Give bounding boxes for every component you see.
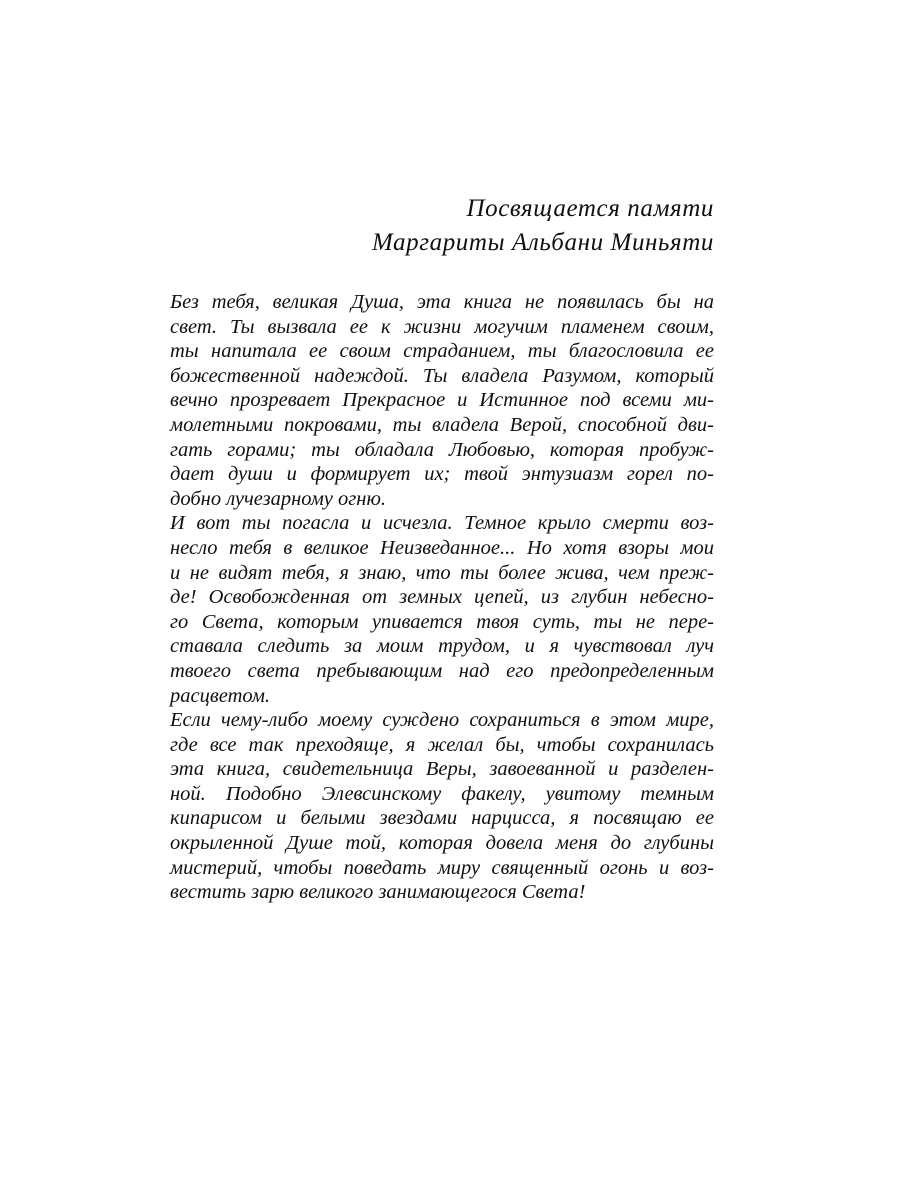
dedication-heading-line: Маргариты Альбани Миньяти <box>371 229 714 256</box>
text-line: Без тебя, великая Душа, эта книга не появилась бы на <box>170 291 714 313</box>
text-line: Если чему-либо моему суждено сохраниться в этом мире, <box>170 709 714 732</box>
dedication-body <box>170 290 714 905</box>
text-line: дает души и формирует их; твой энтузиазм горел по- <box>170 463 714 486</box>
text-line: где все так преходяще, я желал бы, чтобы сохранилась <box>170 733 714 756</box>
dedication-paragraph-2 <box>170 511 714 708</box>
text-line: ной. Подобно Элевсинскому факелу, увитому темным <box>170 782 714 805</box>
dedication-paragraph-1 <box>170 290 714 511</box>
text-line: И вот ты погасла и исчезла. Темное крыло смерти воз- <box>170 512 714 535</box>
text-line: твоего света пребывающим над его предопределенным <box>170 659 714 682</box>
text-line: расцветом. <box>170 684 271 707</box>
dedication-heading-line: Посвящается памяти <box>466 195 714 222</box>
text-line: ставала следить за моим трудом, и я чувствовал луч <box>170 635 714 658</box>
text-line: несло тебя в великое Неизведанное... Но хотя взоры мои <box>170 536 714 559</box>
text-line: де! Освобожденная от земных цепей, из глубин небесно- <box>170 586 714 609</box>
text-line: добно лучезарному огню. <box>170 487 387 510</box>
text-line: эта книга, свидетельница Веры, завоеванной и разделен- <box>170 758 714 781</box>
text-line: вечно прозревает Прекрасное и Истинное под всеми ми- <box>170 389 714 412</box>
text-line: вестить зарю великого занимающегося Света! <box>170 881 586 904</box>
dedication-heading <box>214 192 714 260</box>
text-line: ты напитала ее своим страданием, ты благословила ее <box>170 340 714 363</box>
text-line: мистерий, чтобы поведать миру священный огонь и воз- <box>170 856 714 879</box>
text-line: го Света, которым упивается твоя суть, ты не пере- <box>170 610 714 633</box>
text-line: окрыленной Душе той, которая довела меня до глубины <box>170 832 714 855</box>
text-line: кипарисом и белыми звездами нарцисса, я посвящаю ее <box>170 807 714 830</box>
dedication-paragraph-3 <box>170 708 714 905</box>
text-line: гать горами; ты обладала Любовью, которая пробуж- <box>170 438 714 461</box>
text-line: божественной надеждой. Ты владела Разумом, который <box>170 364 714 387</box>
text-line: и не видят тебя, я знаю, что ты более жива, чем преж- <box>170 561 714 584</box>
text-line: молетными покровами, ты владела Верой, способной дви- <box>170 413 714 436</box>
text-line: свет. Ты вызвала ее к жизни могучим пламенем своим, <box>170 315 714 338</box>
